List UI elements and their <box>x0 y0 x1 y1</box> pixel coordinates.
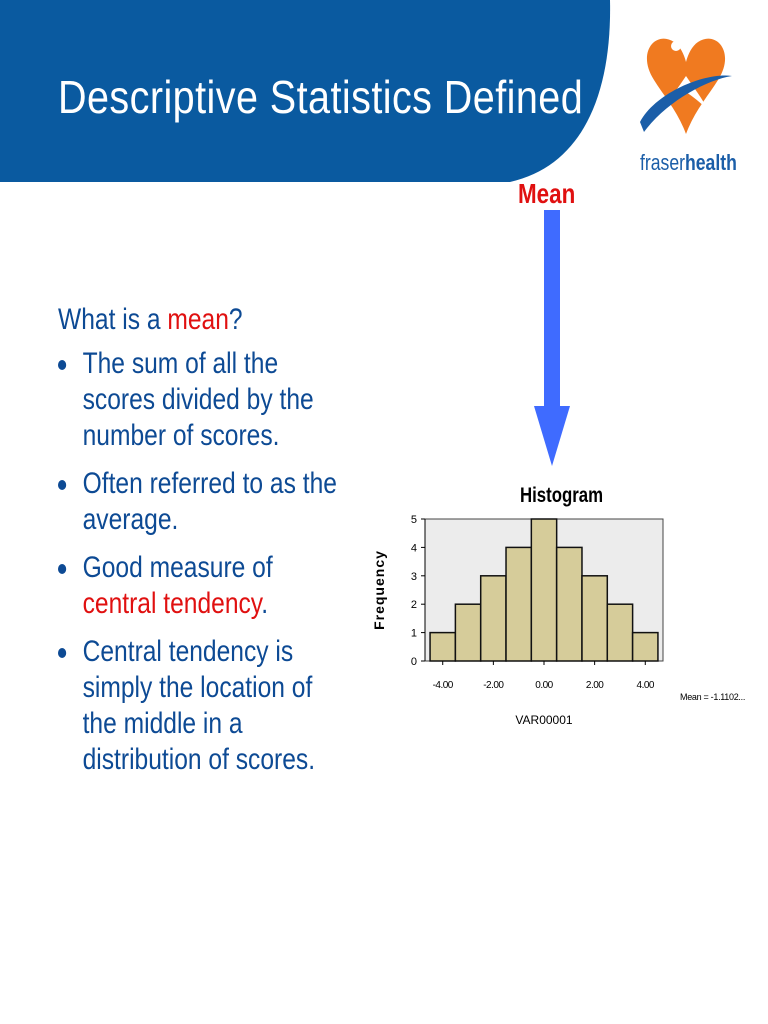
bullet-item <box>58 466 353 538</box>
question-prefix: What is a <box>58 303 168 336</box>
y-axis-label: Frequency <box>371 550 387 630</box>
bullet-dot-icon <box>58 480 66 490</box>
x-tick-label: -2.00 <box>483 680 504 691</box>
histogram-chart <box>370 510 765 735</box>
logo-text-fraser: fraser <box>640 150 685 175</box>
logo-wordmark <box>640 150 737 176</box>
histogram-bar <box>506 547 531 661</box>
x-tick-label: 4.00 <box>636 680 655 691</box>
histogram-bar <box>607 604 632 661</box>
mean-annotation: Mean = -1.1102... <box>680 692 746 702</box>
logo-text-health: health <box>685 150 737 175</box>
bullet-highlight: central tendency <box>82 587 262 620</box>
bullet-text: The sum of all the scores divided by the number of scores. <box>82 347 314 452</box>
slide-title: Descriptive Statistics Defined <box>58 71 584 123</box>
y-tick-label: 3 <box>410 570 417 583</box>
slide-body <box>58 302 358 790</box>
x-tick-label: 0.00 <box>535 680 553 691</box>
bullet-item <box>58 346 353 454</box>
down-arrow-icon <box>532 210 572 470</box>
histogram-bar <box>633 633 658 661</box>
histogram-bar <box>531 519 556 661</box>
question-highlight: mean <box>167 303 229 336</box>
y-tick-label: 0 <box>410 656 417 668</box>
histogram-bar <box>430 633 455 661</box>
question-suffix: ? <box>228 303 243 336</box>
mean-label: Mean <box>518 178 576 209</box>
bullet-text-before: Good measure of <box>82 551 273 584</box>
y-tick-label: 2 <box>410 599 417 612</box>
x-tick-label: 2.00 <box>585 680 604 691</box>
histogram-title: Histogram <box>520 484 604 507</box>
bullet-dot-icon <box>58 360 66 370</box>
y-tick-label: 4 <box>410 542 417 555</box>
bullet-item <box>58 550 353 622</box>
bullet-text: Central tendency is simply the location of the middle in a distribution of scores. <box>82 635 316 776</box>
question-heading <box>58 302 304 338</box>
y-tick-label: 5 <box>410 514 417 526</box>
bullet-text: Often referred to as the average. <box>82 467 337 536</box>
histogram-bar <box>582 576 607 661</box>
bullet-text-after: . <box>261 587 269 620</box>
y-tick-label: 1 <box>410 627 417 640</box>
bullet-dot-icon <box>58 648 66 658</box>
x-tick-label: -4.00 <box>432 680 453 691</box>
bullet-list <box>58 346 358 778</box>
bullet-dot-icon <box>58 564 66 574</box>
histogram-bar <box>455 604 480 661</box>
histogram-bar <box>481 576 506 661</box>
histogram-bar <box>557 547 582 661</box>
x-axis-label: VAR00001 <box>515 713 573 727</box>
bullet-item <box>58 634 353 778</box>
